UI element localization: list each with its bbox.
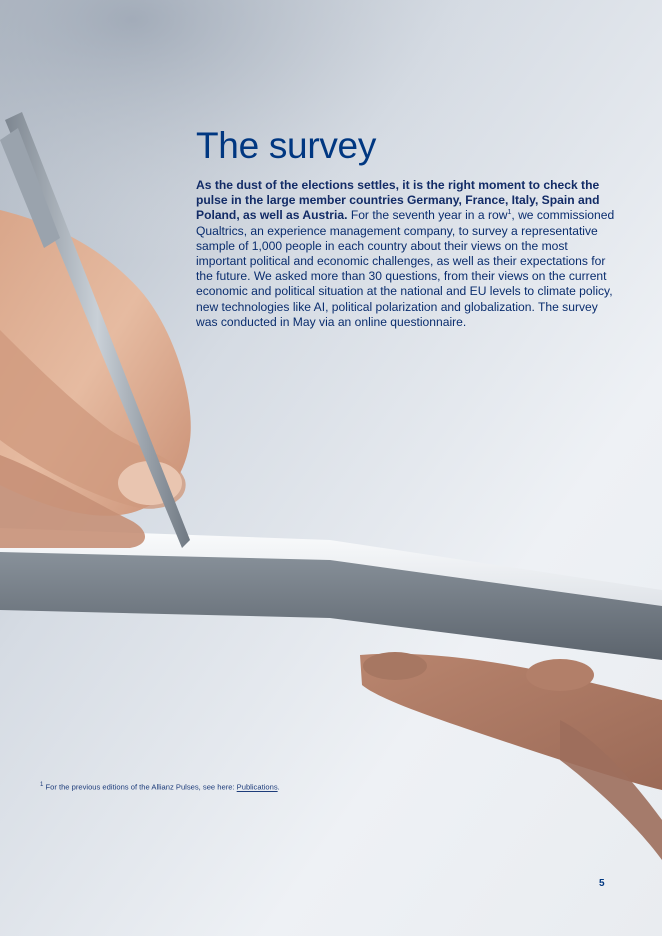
footnote-reference[interactable]: 1 xyxy=(507,209,512,217)
page-title: The survey xyxy=(196,125,377,166)
intro-text-after-note: , we commissioned Qualtrics, an experience management company, to survey a representative sample of 1,000 people in each country about their views on the most important political and economic challenges, as well as their expectations for the future. We asked more than 30 questions, from their views on the current economic and political situation at the national and EU levels to climate policy, new technologies like AI, political polarization and globalization. The survey was conducted in May via an online questionnaire. xyxy=(196,208,615,329)
intro-paragraph xyxy=(196,178,616,330)
intro-text-before-note: For the seventh year in a row xyxy=(347,208,508,223)
publications-link[interactable]: Publications xyxy=(236,782,278,792)
page-number: 5 xyxy=(599,878,605,889)
survey-section xyxy=(196,124,616,330)
footnote-trailing: . xyxy=(277,782,280,792)
footnote-marker: 1 xyxy=(40,782,44,788)
intro-lead: As the dust of the elections settles, it is the right moment to check the pulse in the large member countries Germany, France, Italy, Spain and Poland, as well as Austria. xyxy=(196,178,600,223)
footnote xyxy=(40,782,280,792)
footnote-text: For the previous editions of the Allianz Pulses, see here: xyxy=(43,782,237,792)
